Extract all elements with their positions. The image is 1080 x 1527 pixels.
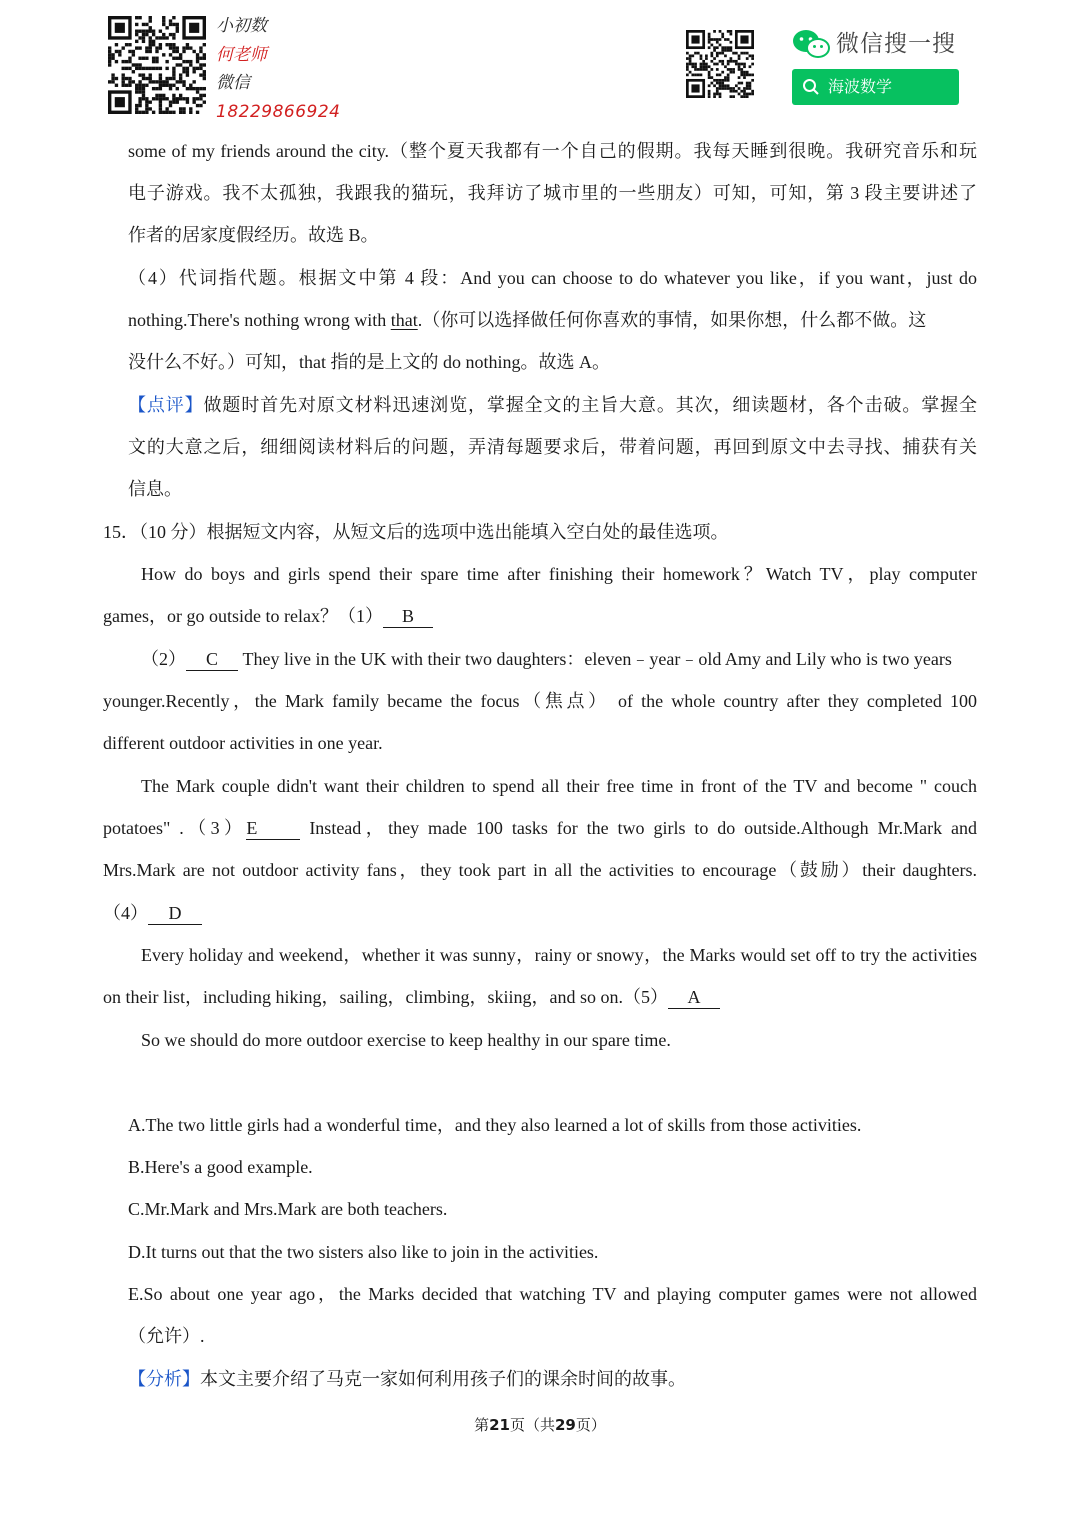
review-tag: 【点评】 (128, 395, 204, 415)
answer-blank-1: B (383, 605, 433, 628)
option-c: C.Mr.Mark and Mrs.Mark are both teachers. (128, 1199, 448, 1219)
passage-line: So we should do more outdoor exercise to keep healthy in our spare time. (141, 1030, 671, 1050)
paragraph-line: （4）代词指代题。根据文中第 4 段：And you can choose to do whatever you like，if you want，just do (128, 268, 977, 288)
passage-line: different outdoor activities in one year. (103, 733, 383, 753)
wechat-icon (792, 28, 830, 60)
contact-line-1: 小初数 (216, 16, 267, 36)
text-run: games，or go outside to relax？（1） (103, 606, 383, 626)
text-run: .（你可以选择做任何你喜欢的事情，如果你想，什么都不做。这 (417, 310, 927, 330)
qr-code-right (686, 30, 754, 98)
text-run: Instead，they made 100 tasks for the two girls to do outside.Although Mr.Mark and (300, 818, 977, 838)
wechat-search-button-label: 海波数学 (828, 77, 893, 96)
contact-line-3: 微信 (216, 73, 250, 93)
passage-line (103, 595, 433, 637)
paragraph-line: 作者的居家度假经历。故选 B。 (128, 225, 379, 245)
passage-line: Every holiday and weekend，whether it was sunny，rainy or snowy，the Marks would set off to try the activities (141, 945, 977, 965)
text-run: on their list，including hiking，sailing，climbing，skiing，and so on.（5） (103, 987, 668, 1007)
text-run: （2） (141, 649, 186, 669)
option-d: D.It turns out that the two sisters also like to join in the activities. (128, 1242, 599, 1262)
paragraph-line: some of my friends around the city.（整个夏天我都有一个自己的假期。我每天睡到很晚。我研究音乐和玩 (128, 141, 977, 161)
text-run: 本文主要介绍了马克一家如何利用孩子们的课余时间的故事。 (200, 1369, 686, 1389)
paragraph-line: 文的大意之后，细细阅读材料后的问题，弄清每题要求后，带着问题，再回到原文中去寻找、捕获有关 (128, 437, 977, 457)
page-header (0, 0, 1080, 122)
option-a: A.The two little girls had a wonderful time，and they also learned a lot of skills from those activities. (128, 1115, 862, 1135)
question-title: 15．（10 分）根据短文内容，从短文后的选项中选出能填入空白处的最佳选项。 (103, 522, 729, 542)
text-run: 做题时首先对原文材料迅速浏览，掌握全文的主旨大意。其次，细读题材，各个击破。掌握全 (203, 395, 977, 415)
contact-phone: 18229866924 (216, 101, 341, 122)
page-footer (0, 1414, 1080, 1435)
search-icon (802, 78, 820, 96)
option-e-continued: （允许）. (128, 1326, 205, 1346)
page-number: 21 (489, 1416, 510, 1434)
passage-line: younger.Recently，the Mark family became the focus（焦点） of the whole country after they completed 100 (103, 691, 977, 711)
wechat-search-title (792, 28, 972, 60)
passage-line (141, 638, 952, 680)
analysis-tag: 【分析】 (128, 1369, 200, 1389)
qr-code-left (108, 16, 206, 114)
passage-line: The Mark couple didn't want their children to spend all their free time in front of the TV and become " couch (141, 776, 977, 796)
passage-line: Mrs.Mark are not outdoor activity fans，they took part in all the activities to encourage（鼓励）their daughters. (103, 860, 977, 880)
wechat-search-button[interactable] (792, 69, 959, 105)
answer-blank-5: A (668, 986, 720, 1009)
text-run: They live in the UK with their two daughters：eleven﹣year﹣old Amy and Lily who is two years (238, 649, 952, 669)
review-line (128, 384, 977, 426)
underlined-word: that (390, 310, 418, 330)
text-run: （4） (103, 903, 148, 923)
contact-line-2: 何老师 (216, 44, 267, 65)
answer-blank-3: E (246, 817, 300, 840)
passage-line (103, 807, 977, 849)
wechat-search-label: 微信搜一搜 (836, 31, 956, 57)
paragraph-line: 没什么不好。）可知，that 指的是上文的 do nothing。故选 A。 (128, 352, 610, 372)
footer-text: 页（共 (509, 1416, 555, 1434)
footer-text: 第 (474, 1416, 490, 1434)
analysis-line (128, 1358, 686, 1400)
page-total: 29 (555, 1416, 576, 1434)
option-e: E.So about one year ago，the Marks decided that watching TV and playing computer games were not allowed (128, 1284, 977, 1304)
option-b: B.Here's a good example. (128, 1157, 313, 1177)
passage-line (103, 976, 720, 1018)
answer-blank-2: C (186, 648, 238, 671)
footer-text: 页） (575, 1416, 606, 1434)
passage-line: How do boys and girls spend their spare time after finishing their homework？Watch TV，play computer (141, 564, 977, 584)
text-run: potatoes" .（3） (103, 818, 247, 838)
answer-blank-4: D (148, 902, 202, 925)
paragraph-line: 电子游戏。我不太孤独，我跟我的猫玩，我拜访了城市里的一些朋友）可知，可知，第 3 段主要讲述了 (128, 183, 977, 203)
paragraph-line: 信息。 (128, 479, 182, 499)
paragraph-line (128, 299, 977, 341)
text-run: nothing.There's nothing wrong with (128, 310, 391, 330)
contact-info (216, 12, 340, 126)
passage-line (103, 892, 202, 934)
